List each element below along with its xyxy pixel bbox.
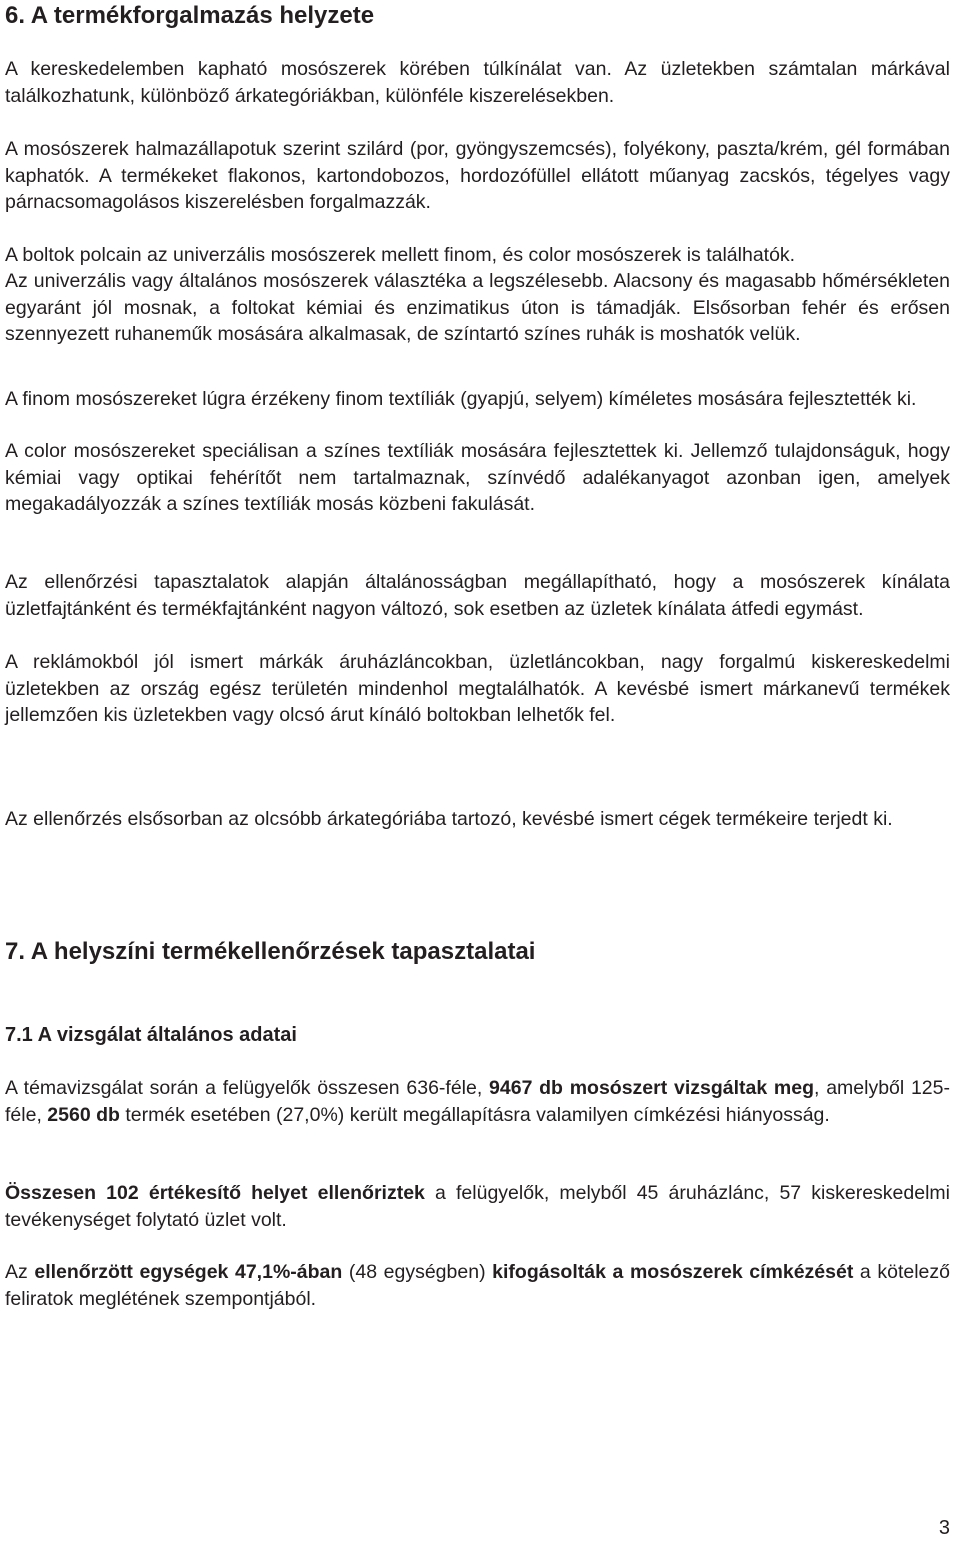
section-6-heading: 6. A termékforgalmazás helyzete [5,2,375,29]
page-number: 3 [938,1517,950,1539]
bold-text: 2560 db [47,1103,120,1126]
bold-text: ellenőrzött egységek 47,1%-ában [34,1261,343,1283]
paragraph [5,1075,950,1128]
paragraph: A kereskedelemben kapható mosószerek körében túlkínálat van. Az üzletekben számtalan márkával találkozhatunk, különböző árkategóriákban, különféle kiszerelésekben. [5,58,950,107]
text: A témavizsgálat során a felügyelők összesen 636-féle, [5,1077,490,1099]
paragraph: A reklámokból jól ismert márkák áruházláncokban, üzletláncokban, nagy forgalmú kiskereskedelmi üzletekben az ország egész területén mindenhol megtalálhatók. A kevésbé ismert márkanevű termékek jellemzően kis üzletekben vagy olcsó árut kínáló boltokban lelhetők fel. [5,651,950,726]
section-7-heading: 7. A helyszíni termékellenőrzések tapasztalatai [5,938,536,965]
section-7-1-heading: 7.1 A vizsgálat általános adatai [5,1024,297,1046]
paragraph: A boltok polcain az univerzális mosószerek mellett finom, és color mosószerek is találhatók. [5,244,796,266]
paragraph: A color mosószereket speciálisan a színes textíliák mosására fejlesztettek ki. Jellemző tulajdonságuk, hogy kémiai vagy optikai fehérítőt nem tartalmaznak, színvédő adalékanyagot azonban igen, amelyek megakadályozzák a színes textíliák mosás közbeni fakulását. [5,440,950,515]
text: (48 egységben) [342,1261,493,1283]
paragraph [5,1180,950,1233]
text: a kötelező feliratok meglétének szempontjából. [5,1261,950,1310]
paragraph: A mosószerek halmazállapotuk szerint szilárd (por, gyöngyszemcsés), folyékony, paszta/krém, gél formában kaphatók. A termékeket flakonos, kartondobozos, hordozófüllel ellátott műanyag zacskós, tégelyes vagy párnacsomagolásos kiszerelésben forgalmazzák. [5,138,950,213]
paragraph: Az ellenőrzés elsősorban az olcsóbb árkategóriába tartozó, kevésbé ismert cégek termékeire terjedt ki. [5,808,893,830]
text: a felügyelők, melyből 45 áruházlánc, 57 kiskereskedelmi tevékenységet folytató üzlet volt. [5,1182,950,1231]
paragraph: Az univerzális vagy általános mosószerek választéka a legszélesebb. Alacsony és magasabb hőmérsékleten egyaránt jól mosnak, a foltokat kémiai és enzimatikus úton is támadják. Elsősorban fehér és erősen szennyezett ruhaneműk mosására alkalmasak, de színtartó színes ruhák is moshatók velük. [5,270,950,345]
bold-text: 9467 db mosószert vizsgáltak meg [489,1077,815,1099]
text: , amelyből 125-féle, [5,1077,950,1126]
bold-text: kifogásolták a mosószerek címkézését [492,1261,854,1283]
bold-text: Összesen 102 értékesítő helyet ellenőriztek [5,1182,425,1204]
text: Az [5,1261,35,1283]
paragraph [5,1259,950,1312]
paragraph: A finom mosószereket lúgra érzékeny finom textíliák (gyapjú, selyem) kíméletes mosására fejlesztették ki. [5,388,917,410]
text: termék esetében (27,0%) került megállapításra valamilyen címkézési hiányosság. [119,1103,830,1126]
paragraph: Az ellenőrzési tapasztalatok alapján általánosságban megállapítható, hogy a mosószerek kínálata üzletfajtánként és termékfajtánként nagyon változó, sok esetben az üzletek kínálata átfedi egymást. [5,571,950,620]
